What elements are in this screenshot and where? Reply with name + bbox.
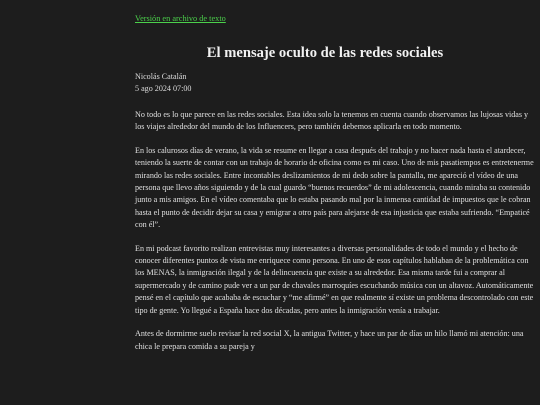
publish-date: 5 ago 2024 07:00: [135, 84, 192, 93]
article-meta: [135, 71, 540, 95]
article-page: [135, 0, 540, 353]
article-title: El mensaje oculto de las redes sociales: [206, 45, 444, 61]
paragraph: En mi podcast favorito realizan entrevistas muy interesantes a diversas personalidades de todo el mundo y el hecho de conocer diferentes puntos de vista me enriquece como persona. En uno de esos capítulos hablaban de la problemática con los MENAS, la inmigración ilegal y de la delincuencia que existe a su alrededor. Esa misma tarde fui a comprar al supermercado y de camino pude ver a un par de chavales marroquíes escuchando música con un altavoz. Automáticamente pensé en el capítulo que acababa de escuchar y “me afirmé” en que realmente sí existe un problema descontrolado con este tipo de gente. Yo llegué a España hace dos décadas, pero antes la inmigración venía a trabajar.: [135, 243, 534, 315]
paragraph: No todo es lo que parece en las redes sociales. Esta idea solo la tenemos en cuenta cuando observamos las lujosas vidas y los viajes alrededor del mundo de los Influencers, pero también debemos aplicarla en todo momento.: [135, 110, 529, 132]
article-body: [135, 109, 535, 353]
paragraph: En los calurosos días de verano, la vida se resume en llegar a casa después del trabajo y no hacer nada hasta el atardecer, teniendo la suerte de contar con un trabajo de horario de oficina como es mi caso. Uno de mis pasatiempos es entretenerme mirando las redes sociales. Entre incontables deslizamientos de mi dedo sobre la pantalla, me apareció el vídeo de una persona que llevo años siguiendo y de la cual guardo “buenos recuerdos” de mi adolescencia, cuando miraba su contenido junto a mis amigos. En el vídeo comentaba que lo estaba pasando mal por la inmensa cantidad de impuestos que le cobran hasta el punto de decidir dejar su casa y emigrar a otro país para alejarse de esa injusticia que estaba sufriendo. “Empaticé con él”.: [135, 145, 534, 230]
author-name: Nicolás Catalán: [135, 72, 187, 81]
paragraph: Antes de dormirme suelo revisar la red social X, la antigua Twitter, y hace un par de días un hilo llamó mi atención: una chica le prepara comida a su pareja y: [135, 329, 524, 351]
text-archive-link[interactable]: Versión en archivo de texto: [135, 14, 226, 23]
